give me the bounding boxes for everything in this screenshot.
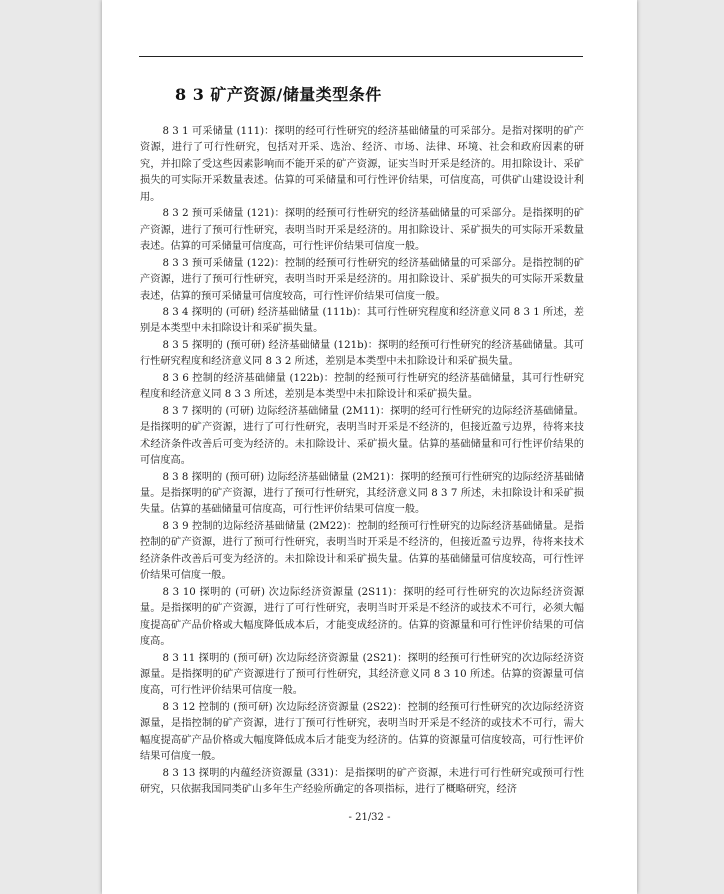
paragraph-8-3-5: 8 3 5 探明的 (预可研) 经济基础储量 (121b)：探明的经预可行性研究的经济基础储量。其可行性研究程度和经济意义同 8 3 2 所述，差别是本类型中未扣除设计和采矿损失量。 bbox=[140, 339, 584, 368]
paragraph-8-3-7: 8 3 7 探明的 (可研) 边际经济基础储量 (2M11)：探明的经可行性研究的边际经济基础储量。是指探明的矿产资源，进行了可行性研究，表明当时开采是不经济的，但接近盈亏边界，待将来技术经济条件改善后可变为经济的。未扣除设计、采矿损火量。估算的基础储量和可行性评价结果的可信度高。 bbox=[140, 405, 584, 467]
paragraph-8-3-4: 8 3 4 探明的 (可研) 经济基础储量 (111b)：其可行性研究程度和经济意义同 8 3 1 所述，差别是本类型中未扣除设计和采矿损失量。 bbox=[140, 306, 584, 335]
paragraph-8-3-10: 8 3 10 探明的 (可研) 次边际经济资源量 (2S11)：探明的经可行性研究的次边际经济资源量。是指探明的矿产资源，进行了可行性研究，表明当时开采是不经济的或技术不可行，必须大幅度提高矿产品价格或大幅度降低成本后，才能变成经济的。估算的资源量和可行性评价结果的可信度高。 bbox=[140, 586, 584, 648]
paragraph-8-3-13: 8 3 13 探明的内蕴经济资源量 (331)：是指探明的矿产资源，未进行可行性研究或预可行性研究，只依据我国同类矿山多年生产经验所确定的各项指标，进行了概略研究，经济 bbox=[140, 767, 584, 796]
body-text bbox=[140, 124, 584, 799]
section-title: 8 3 矿产资源/储量类型条件 bbox=[175, 85, 382, 104]
document-page bbox=[102, 0, 637, 894]
header-rule bbox=[139, 56, 583, 57]
paragraph-8-3-6: 8 3 6 控制的经济基础储量 (122b)：控制的经预可行性研究的经济基础储量，其可行性研究程度和经济意义同 8 3 3 所述，差别是本类型中未扣除设计和采矿损失量。 bbox=[140, 372, 584, 401]
page-number: - 21/32 - bbox=[348, 812, 391, 823]
paragraph-8-3-3: 8 3 3 预可采储量 (122)：控制的经预可行性研究的经济基础储量的可采部分。是指控制的矿产资源，进行了预可行性研究，表明当时开采是经济的。用扣除设计、采矿损失的可实际开采数量表述，估算的预可采储量可信度较高，可行性评价结果可信度一般。 bbox=[140, 257, 584, 302]
paragraph-8-3-11: 8 3 11 探明的 (预可研) 次边际经济资源量 (2S21)：探明的经预可行性研究的次边际经济资源量。是指探明的矿产资源进行了预可行性研究，其经济意义同 8 3 10 所述。估算的资源量可信度高，可行性评价结果可信度一般。 bbox=[140, 652, 584, 697]
paragraph-8-3-1: 8 3 1 可采储量 (111)：探明的经可行性研究的经济基础储量的可采部分。是指对探明的矿产资源，进行了可行性研究，包括对开采、选治、经济、市场、法律、环境、社会和政府因素的研究，并扣除了受这些因素影响而不能开采的矿产资源，证实当时开采是经济的。用扣除设计、采矿损失的可实际开采数量表述。估算的可采储量和可行性评价结果，可信度高，可供矿山建设设计利用。 bbox=[140, 126, 584, 203]
paragraph-8-3-2: 8 3 2 预可采储量 (121)：探明的经预可行性研究的经济基础储量的可采部分。是指探明的矿产资源，进行了预可行性研究，表明当时开采是经济的。用扣除设计、采矿损失的可实际开采数量表述。估算的可采储量可信度高，可行性评价结果可信度一般。 bbox=[140, 208, 584, 253]
paragraph-8-3-12: 8 3 12 控制的 (预可研) 次边际经济资源量 (2S22)：控制的经预可行性研究的次边际经济资源量，是指控制的矿产资源，进行丁预可行性研究，表明当时开采是不经济的或技术不可行，需大幅度提高矿产品价格或大幅度降低成本后才能变为经济的。估算的资源量可信度较高，可行性评价结果可信度一般。 bbox=[140, 701, 584, 763]
paragraph-8-3-9: 8 3 9 控制的边际经济基础储量 (2M22)：控制的经预可行性研究的边际经济基础储量。是指控制的矿产资源，进行了预可行性研究，表明当时开采是不经济的，但接近盈亏边界，待将来技术经济条件改善后可变为经济的。未扣除设计和采矿损失量。估算的基础储量可信度较高，可行性评价结果可信度一般。 bbox=[140, 520, 584, 582]
paragraph-8-3-8: 8 3 8 探明的 (预可研) 边际经济基础储量 (2M21)：探明的经预可行性研究的边际经济基础储量。是指探明的矿产资源，进行了预可行性研究，其经济意义同 8 3 7 所述，未扣除设计和采矿损失量。估算的基础储量可信度高，可行性评价结果可信度一般。 bbox=[140, 471, 584, 516]
